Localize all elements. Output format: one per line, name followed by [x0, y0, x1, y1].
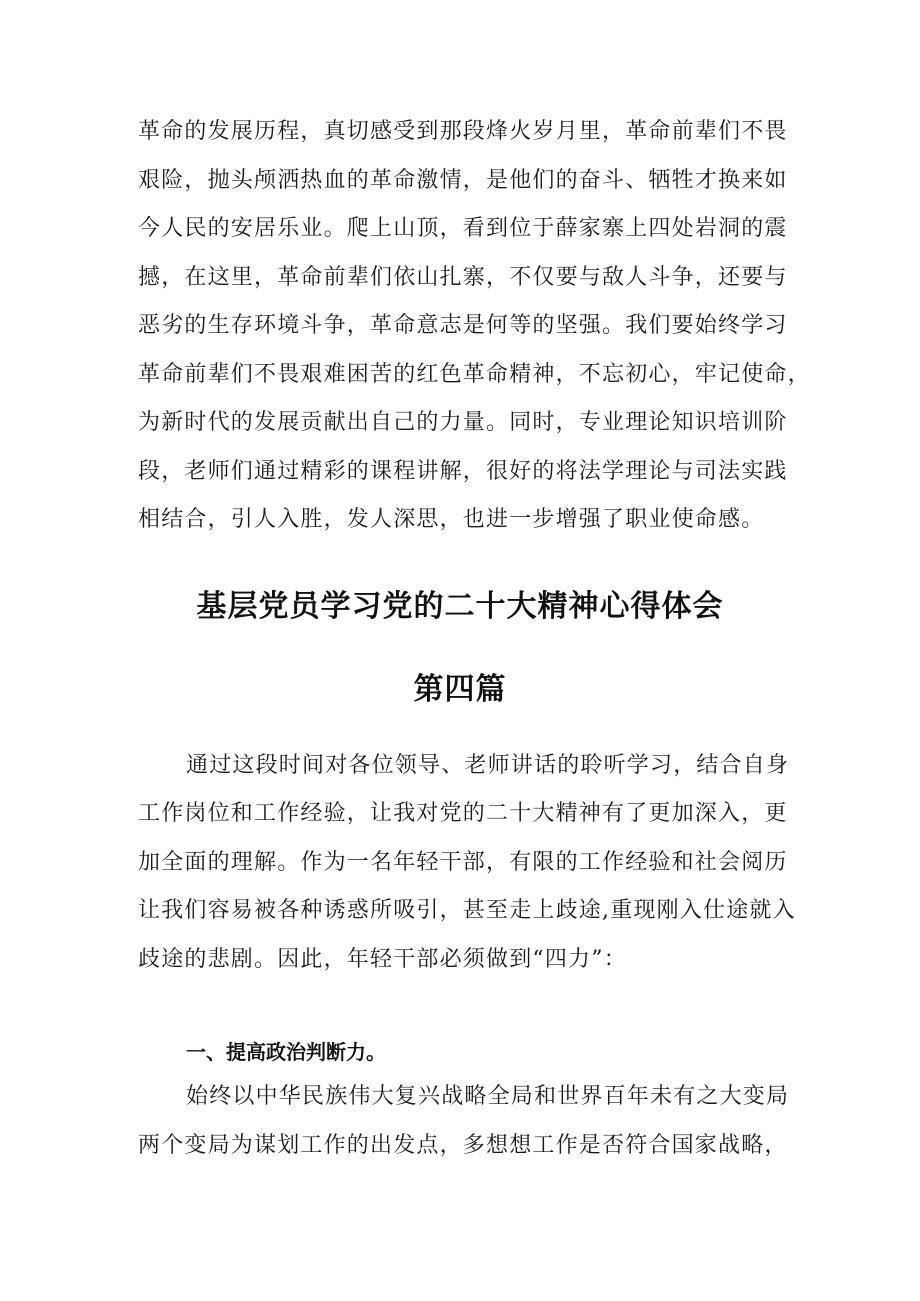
text-line: 为新时代的发展贡献出自己的力量。同时，专业理论知识培训阶: [138, 410, 788, 435]
article-title: 基层党员学习党的二十大精神心得体会: [196, 589, 724, 624]
text-line: 通过这段时间对各位领导、老师讲话的聆听学习，结合自身: [186, 753, 790, 778]
text-line: 始终以中华民族伟大复兴战略全局和世界百年未有之大变局: [186, 1084, 790, 1109]
text-line: 段，老师们通过精彩的课程讲解，很好的将法学理论与司法实践: [138, 459, 788, 484]
text-line: 今人民的安居乐业。爬上山顶，看到位于薛家寨上四处岩洞的震: [138, 216, 788, 241]
article-subtitle: 第四篇: [413, 672, 507, 707]
text-line: 革命前辈们不畏艰难困苦的红色革命精神，不忘初心，牢记使命，: [138, 362, 811, 387]
text-line: 撼，在这里，革命前辈们依山扎寨，不仅要与敌人斗争，还要与: [138, 265, 788, 290]
text-line: 革命的发展历程，真切感受到那段烽火岁月里，革命前辈们不畏: [138, 119, 788, 144]
text-line: 工作岗位和工作经验，让我对党的二十大精神有了更加深入，更: [138, 801, 788, 826]
text-line: 加全面的理解。作为一名年轻干部，有限的工作经验和社会阅历: [138, 850, 788, 875]
text-line: 恶劣的生存环境斗争，革命意志是何等的坚强。我们要始终学习: [138, 313, 788, 338]
text-line: 歧途的悲剧。因此，年轻干部必须做到“四力”：: [138, 947, 627, 972]
section-heading: 一、提高政治判断力。: [186, 1040, 386, 1064]
text-line: 相结合，引人入胜，发人深思，也进一步增强了职业使命感。: [138, 507, 765, 532]
text-line: 艰险，抛头颅洒热血的革命激情，是他们的奋斗、牺牲才换来如: [138, 168, 788, 193]
text-line: 两个变局为谋划工作的出发点，多想想工作是否符合国家战略，: [138, 1133, 788, 1158]
text-line: 让我们容易被各种诱惑所吸引，甚至走上歧途,重现刚入仕途就入: [138, 898, 796, 923]
